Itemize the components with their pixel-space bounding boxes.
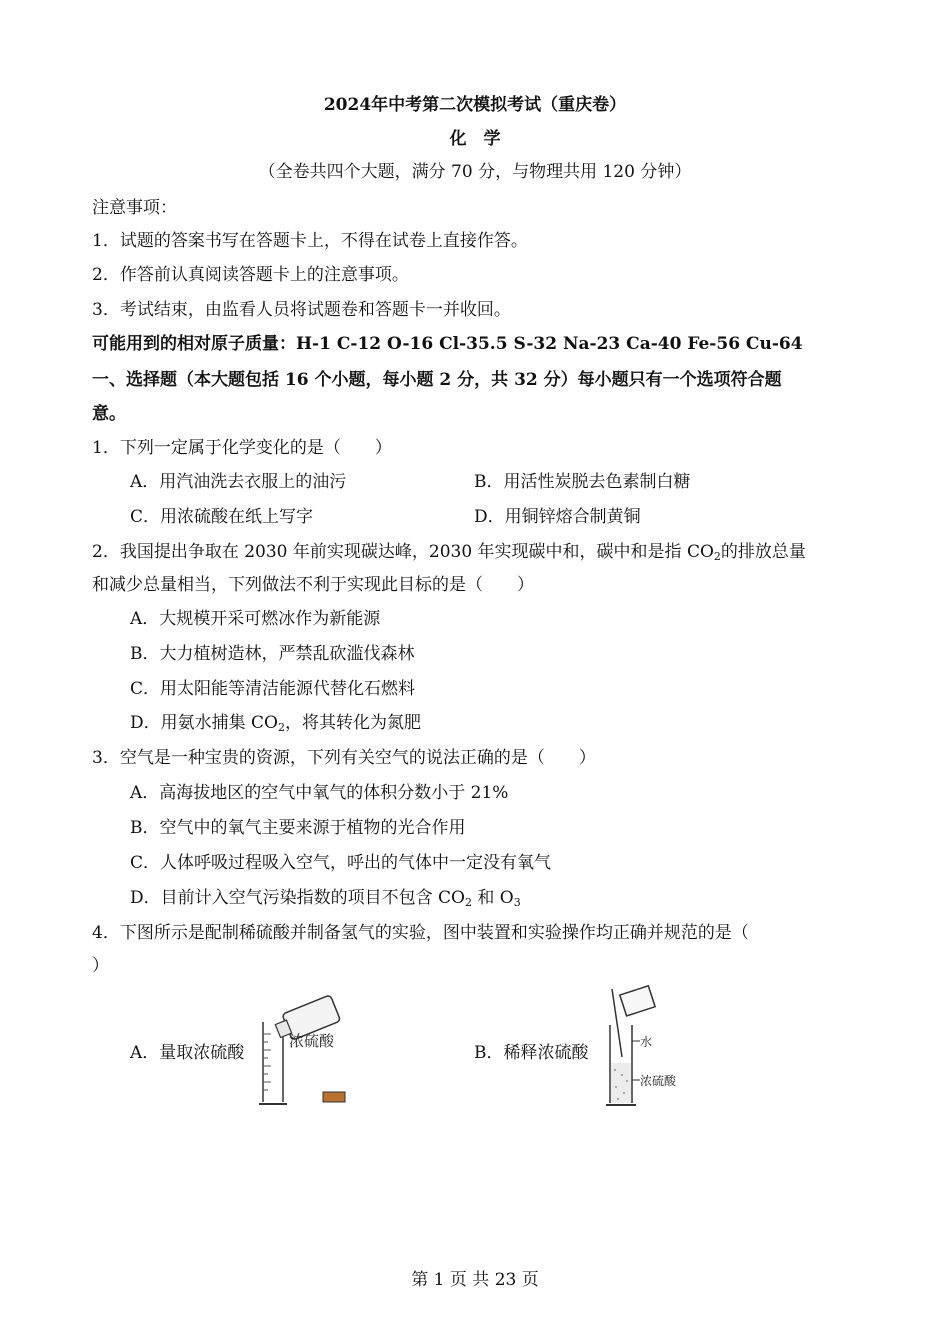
notice-item-1: 1．试题的答案书写在答题卡上，不得在试卷上直接作答。 bbox=[92, 231, 528, 251]
notice-item-2: 2．作答前认真阅读答题卡上的注意事项。 bbox=[92, 265, 409, 285]
q1-option-b: B．用活性炭脱去色素制白糖 bbox=[474, 472, 691, 492]
section1-heading-cont: 意。 bbox=[92, 404, 126, 424]
notice-item-3: 3．考试结束，由监看人员将试题卷和答题卡一并收回。 bbox=[92, 300, 511, 320]
q2-option-a: A．大规模开采可燃冰作为新能源 bbox=[130, 609, 381, 629]
q3-stem: 3．空气是一种宝贵的资源，下列有关空气的说法正确的是（ ） bbox=[92, 748, 596, 768]
figure-b-diluting-acid bbox=[600, 985, 690, 1111]
q4-stem: 4．下图所示是配制稀硫酸并制备氢气的实验，图中装置和实验操作均正确并规范的是（ bbox=[92, 923, 749, 943]
pouring-beaker bbox=[620, 986, 655, 1016]
exam-subtitle: （全卷共四个大题，满分 70 分，与物理共用 120 分钟） bbox=[258, 162, 692, 182]
q2-stem-text: 2．我国提出争取在 2030 年前实现碳达峰，2030 年实现碳中和，碳中和是指 CO bbox=[92, 542, 714, 562]
q3-option-d bbox=[130, 886, 521, 910]
q2-option-b: B．大力植树造林，严禁乱砍滥伐森林 bbox=[130, 644, 415, 664]
q2-stem bbox=[92, 540, 806, 564]
q3-option-d-text: D．目前计入空气污染指数的项目不包含 CO bbox=[130, 888, 465, 908]
q3-option-d-text-mid: 和 O bbox=[471, 888, 514, 908]
atomic-masses: 可能用到的相对原子质量：H-1 C-12 O-16 Cl-35.5 S-32 Na-23 Ca-40 Fe-56 Cu-64 bbox=[92, 334, 803, 354]
q3-option-c: C．人体呼吸过程吸入空气，呼出的气体中一定没有氧气 bbox=[130, 853, 552, 873]
figure-b-acid-label: 浓硫酸 bbox=[640, 1074, 677, 1088]
figure-a-measuring-acid bbox=[255, 992, 355, 1110]
q2-stem-text-end: 的排放总量 bbox=[720, 542, 806, 562]
q1-option-d: D．用铜锌熔合制黄铜 bbox=[474, 507, 641, 527]
section1-heading: 一、选择题（本大题包括 16 个小题，每小题 2 分，共 32 分）每小题只有一个选项符合题 bbox=[92, 370, 782, 390]
q2-option-d-text: D．用氨水捕集 CO bbox=[130, 713, 278, 733]
q4-stem-cont: ） bbox=[92, 956, 109, 976]
q1-option-c: C．用浓硫酸在纸上写字 bbox=[130, 507, 314, 527]
q2-stem-cont: 和减少总量相当，下列做法不利于实现此目标的是（ ） bbox=[92, 575, 534, 595]
page-footer: 第 1 页 共 23 页 bbox=[411, 1270, 539, 1290]
q3-option-d-subscript-1: 2 bbox=[464, 896, 472, 909]
q2-option-c: C．用太阳能等清洁能源代替化石燃料 bbox=[130, 679, 416, 699]
bottle-stopper bbox=[323, 1092, 345, 1102]
q2-option-d-text-end: ，将其转化为氮肥 bbox=[284, 713, 421, 733]
subject-title: 化 学 bbox=[449, 129, 501, 149]
q2-stem-subscript: 2 bbox=[713, 550, 721, 563]
q1-stem: 1．下列一定属于化学变化的是（ ） bbox=[92, 438, 392, 458]
q2-option-d-subscript: 2 bbox=[277, 721, 285, 734]
figure-b-water-label: 水 bbox=[640, 1035, 653, 1049]
q1-option-a: A．用汽油洗去衣服上的油污 bbox=[130, 472, 347, 492]
q3-option-d-subscript-2: 3 bbox=[513, 896, 521, 909]
acid-liquid bbox=[611, 1063, 631, 1103]
q3-option-b: B．空气中的氧气主要来源于植物的光合作用 bbox=[130, 818, 466, 838]
q4-option-b: B．稀释浓硫酸 bbox=[474, 1043, 589, 1063]
figure-a-label: 浓硫酸 bbox=[289, 1032, 335, 1050]
exam-title: 2024年中考第二次模拟考试（重庆卷） bbox=[323, 95, 627, 115]
notice-heading: 注意事项： bbox=[92, 198, 177, 218]
q4-option-a: A．量取浓硫酸 bbox=[130, 1043, 245, 1063]
q3-option-a: A．高海拔地区的空气中氧气的体积分数小于 21% bbox=[130, 783, 509, 803]
q2-option-d bbox=[130, 711, 421, 735]
cylinder-graduations bbox=[263, 1034, 271, 1090]
